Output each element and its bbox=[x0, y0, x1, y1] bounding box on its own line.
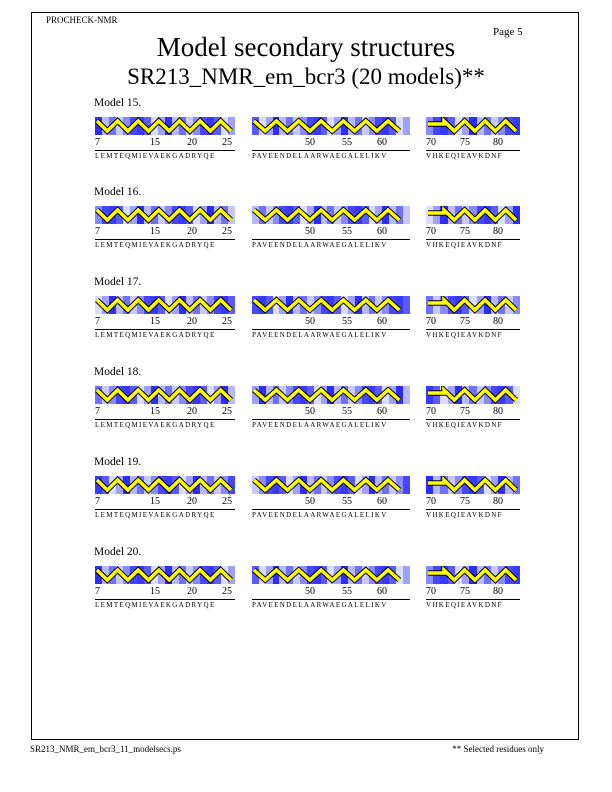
sequence-text: PAVEENDELAARWAEGALELIKV bbox=[252, 331, 388, 339]
residue-number: 15 bbox=[150, 316, 160, 327]
residue-number: 80 bbox=[493, 586, 503, 597]
residue-number: 55 bbox=[342, 226, 352, 237]
residue-number: 70 bbox=[426, 406, 436, 417]
model-block bbox=[94, 276, 534, 356]
residue-number: 20 bbox=[187, 496, 197, 507]
residue-number: 75 bbox=[460, 226, 470, 237]
residue-number: 50 bbox=[305, 137, 315, 148]
sequence-rule bbox=[252, 509, 410, 510]
model-label: Model 20. bbox=[94, 546, 142, 558]
residue-number: 60 bbox=[377, 226, 387, 237]
residue-number: 50 bbox=[305, 226, 315, 237]
sequence-rule bbox=[426, 419, 520, 420]
residue-number: 15 bbox=[150, 137, 160, 148]
helix-ribbon bbox=[426, 476, 520, 494]
sequence-rule bbox=[95, 509, 235, 510]
sequence-rule bbox=[95, 599, 235, 600]
residue-number: 7 bbox=[95, 496, 100, 507]
residue-number: 7 bbox=[95, 226, 100, 237]
residue-number: 75 bbox=[460, 496, 470, 507]
residue-number: 20 bbox=[187, 316, 197, 327]
residue-number: 15 bbox=[150, 586, 160, 597]
helix-ribbon bbox=[95, 117, 235, 135]
sequence-text: PAVEENDELAARWAEGALELIKV bbox=[252, 511, 388, 519]
sequence-rule bbox=[252, 329, 410, 330]
sequence-text: VHKEQIEAVKDNF bbox=[426, 511, 503, 519]
residue-number: 50 bbox=[305, 586, 315, 597]
residue-number: 20 bbox=[187, 406, 197, 417]
sequence-rule bbox=[426, 509, 520, 510]
sequence-rule bbox=[95, 150, 235, 151]
residue-number: 50 bbox=[305, 406, 315, 417]
model-block bbox=[94, 186, 534, 266]
residue-number: 70 bbox=[426, 316, 436, 327]
helix-ribbon bbox=[426, 117, 520, 135]
residue-number: 80 bbox=[493, 226, 503, 237]
residue-number: 15 bbox=[150, 406, 160, 417]
sequence-text: LEMTEQMIEVAEKGADRYQE bbox=[95, 331, 216, 339]
residue-number: 25 bbox=[222, 137, 232, 148]
residue-number: 7 bbox=[95, 586, 100, 597]
sequence-text: VHKEQIEAVKDNF bbox=[426, 241, 503, 249]
residue-number: 60 bbox=[377, 406, 387, 417]
footer-filename: SR213_NMR_em_bcr3_11_modelsecs.ps bbox=[30, 744, 181, 754]
residue-number: 75 bbox=[460, 406, 470, 417]
sequence-rule bbox=[252, 599, 410, 600]
residue-number: 25 bbox=[222, 496, 232, 507]
residue-number: 7 bbox=[95, 406, 100, 417]
helix-ribbon bbox=[252, 117, 410, 135]
residue-number: 25 bbox=[222, 406, 232, 417]
residue-number: 60 bbox=[377, 137, 387, 148]
model-block bbox=[94, 366, 534, 446]
program-name: PROCHECK-NMR bbox=[46, 15, 118, 25]
residue-number: 80 bbox=[493, 316, 503, 327]
residue-number: 80 bbox=[493, 137, 503, 148]
helix-ribbon bbox=[95, 296, 235, 314]
sequence-text: VHKEQIEAVKDNF bbox=[426, 421, 503, 429]
sequence-text: LEMTEQMIEVAEKGADRYQE bbox=[95, 241, 216, 249]
sequence-text: LEMTEQMIEVAEKGADRYQE bbox=[95, 152, 216, 160]
sequence-text: PAVEENDELAARWAEGALELIKV bbox=[252, 241, 388, 249]
page-title: Model secondary structures bbox=[156, 32, 456, 62]
residue-number: 75 bbox=[460, 137, 470, 148]
helix-ribbon bbox=[252, 206, 410, 224]
sequence-rule bbox=[252, 419, 410, 420]
model-block bbox=[94, 546, 534, 626]
sequence-text: LEMTEQMIEVAEKGADRYQE bbox=[95, 601, 216, 609]
residue-number: 7 bbox=[95, 316, 100, 327]
helix-ribbon bbox=[95, 566, 235, 584]
helix-ribbon bbox=[426, 206, 520, 224]
sequence-rule bbox=[252, 150, 410, 151]
residue-number: 60 bbox=[377, 586, 387, 597]
residue-number: 60 bbox=[377, 496, 387, 507]
helix-ribbon bbox=[426, 296, 520, 314]
helix-ribbon bbox=[95, 386, 235, 404]
residue-number: 70 bbox=[426, 586, 436, 597]
helix-ribbon bbox=[95, 476, 235, 494]
sequence-text: PAVEENDELAARWAEGALELIKV bbox=[252, 601, 388, 609]
sequence-rule bbox=[95, 329, 235, 330]
residue-number: 55 bbox=[342, 586, 352, 597]
sequence-rule bbox=[426, 239, 520, 240]
residue-number: 7 bbox=[95, 137, 100, 148]
sequence-rule bbox=[426, 599, 520, 600]
helix-ribbon bbox=[426, 566, 520, 584]
residue-number: 60 bbox=[377, 316, 387, 327]
helix-ribbon bbox=[252, 566, 410, 584]
helix-ribbon bbox=[252, 476, 410, 494]
residue-number: 50 bbox=[305, 316, 315, 327]
residue-number: 25 bbox=[222, 586, 232, 597]
page-number: Page 5 bbox=[493, 26, 523, 38]
helix-ribbon bbox=[252, 386, 410, 404]
residue-number: 55 bbox=[342, 496, 352, 507]
sequence-rule bbox=[426, 329, 520, 330]
page-subtitle: SR213_NMR_em_bcr3 (20 models)** bbox=[127, 64, 485, 89]
sequence-text: LEMTEQMIEVAEKGADRYQE bbox=[95, 421, 216, 429]
footer-note: ** Selected residues only bbox=[452, 744, 544, 754]
residue-number: 25 bbox=[222, 316, 232, 327]
residue-number: 80 bbox=[493, 496, 503, 507]
sequence-rule bbox=[252, 239, 410, 240]
residue-number: 70 bbox=[426, 137, 436, 148]
model-label: Model 19. bbox=[94, 456, 142, 468]
residue-number: 70 bbox=[426, 226, 436, 237]
residue-number: 20 bbox=[187, 226, 197, 237]
residue-number: 55 bbox=[342, 406, 352, 417]
sequence-rule bbox=[95, 239, 235, 240]
residue-number: 25 bbox=[222, 226, 232, 237]
sequence-text: VHKEQIEAVKDNF bbox=[426, 601, 503, 609]
residue-number: 75 bbox=[460, 586, 470, 597]
sequence-rule bbox=[95, 419, 235, 420]
sequence-text: PAVEENDELAARWAEGALELIKV bbox=[252, 152, 388, 160]
sequence-text: VHKEQIEAVKDNF bbox=[426, 152, 503, 160]
helix-ribbon bbox=[95, 206, 235, 224]
residue-number: 20 bbox=[187, 586, 197, 597]
helix-ribbon bbox=[252, 296, 410, 314]
residue-number: 15 bbox=[150, 496, 160, 507]
model-label: Model 17. bbox=[94, 276, 142, 288]
residue-number: 20 bbox=[187, 137, 197, 148]
sequence-text: LEMTEQMIEVAEKGADRYQE bbox=[95, 511, 216, 519]
residue-number: 55 bbox=[342, 316, 352, 327]
residue-number: 55 bbox=[342, 137, 352, 148]
residue-number: 70 bbox=[426, 496, 436, 507]
model-block bbox=[94, 456, 534, 536]
residue-number: 15 bbox=[150, 226, 160, 237]
model-label: Model 16. bbox=[94, 186, 142, 198]
residue-number: 80 bbox=[493, 406, 503, 417]
model-label: Model 18. bbox=[94, 366, 142, 378]
sequence-text: VHKEQIEAVKDNF bbox=[426, 331, 503, 339]
residue-number: 75 bbox=[460, 316, 470, 327]
sequence-rule bbox=[426, 150, 520, 151]
helix-ribbon bbox=[426, 386, 520, 404]
model-label: Model 15. bbox=[94, 97, 142, 109]
residue-number: 50 bbox=[305, 496, 315, 507]
sequence-text: PAVEENDELAARWAEGALELIKV bbox=[252, 421, 388, 429]
model-block bbox=[94, 97, 534, 177]
